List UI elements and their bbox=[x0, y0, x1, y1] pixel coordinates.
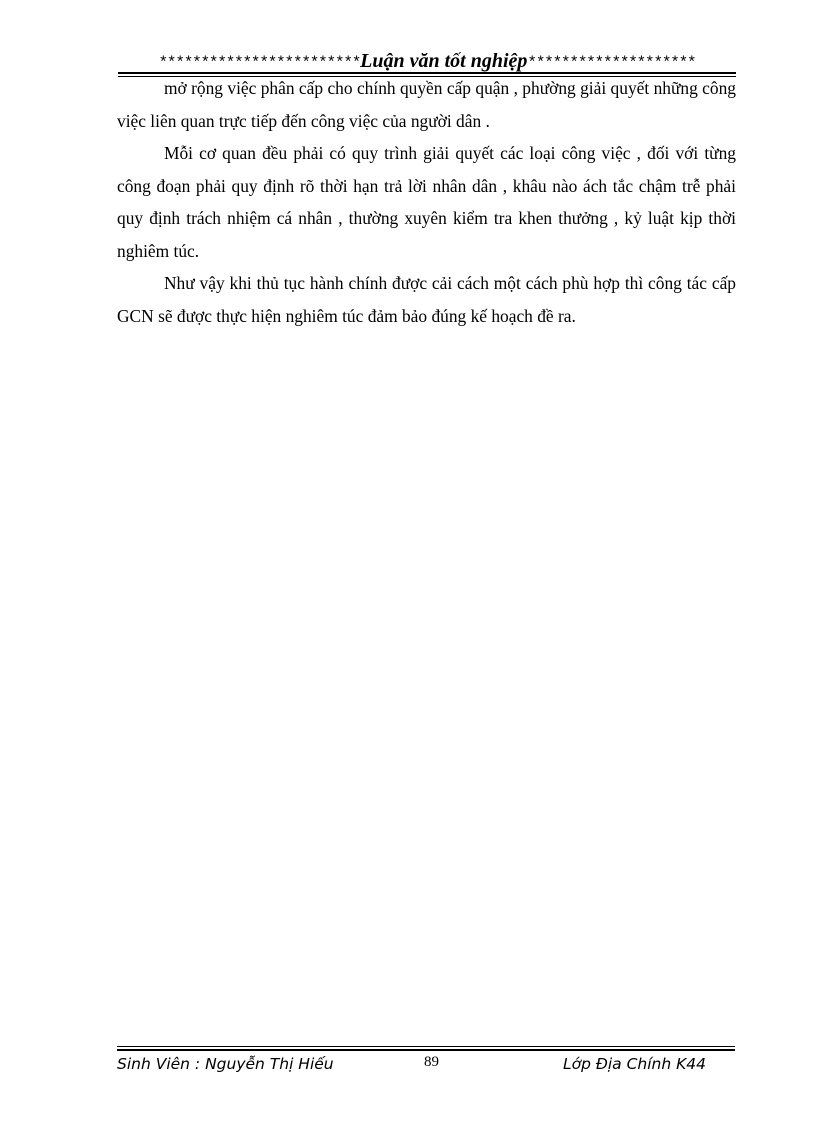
paragraph-continuation: mở rộng việc phân cấp cho chính quyền cấp quận , phường giải quyết những công việc liên quan trực tiếp đến công việc của người dân . bbox=[117, 78, 736, 131]
page-header bbox=[118, 46, 736, 74]
footer-rule-thin bbox=[117, 1046, 735, 1047]
paragraph: Mỗi cơ quan đều phải có quy trình giải quyết các loại công việc , đối với từng công đoạn phải quy định rõ thời hạn trả lời nhân dân , khâu nào ách tắc chậm trễ phải quy định trách nhiệm cá nhân , thường xuyên kiểm tra khen thưởng , kỷ luật kịp thời nghiêm túc. bbox=[117, 143, 736, 261]
paragraph: Như vậy khi thủ tục hành chính được cải cách một cách phù hợp thì công tác cấp GCN sẽ được thực hiện nghiêm túc đảm bảo đúng kế hoạch đề ra. bbox=[117, 273, 736, 326]
footer-rule-thick bbox=[117, 1049, 735, 1051]
footer-class-name: Lớp Địa Chính K44 bbox=[562, 1055, 706, 1073]
page-number: 89 bbox=[424, 1054, 439, 1070]
page-footer bbox=[117, 1046, 735, 1086]
footer-student-name: Sinh Viên : Nguyễn Thị Hiếu bbox=[117, 1055, 334, 1073]
header-line bbox=[118, 51, 736, 73]
header-stars-left: ************************ bbox=[158, 54, 361, 72]
header-title: Luận văn tốt nghiệp bbox=[360, 50, 528, 72]
header-stars-right: ******************** bbox=[527, 54, 696, 72]
body-text bbox=[117, 72, 736, 332]
